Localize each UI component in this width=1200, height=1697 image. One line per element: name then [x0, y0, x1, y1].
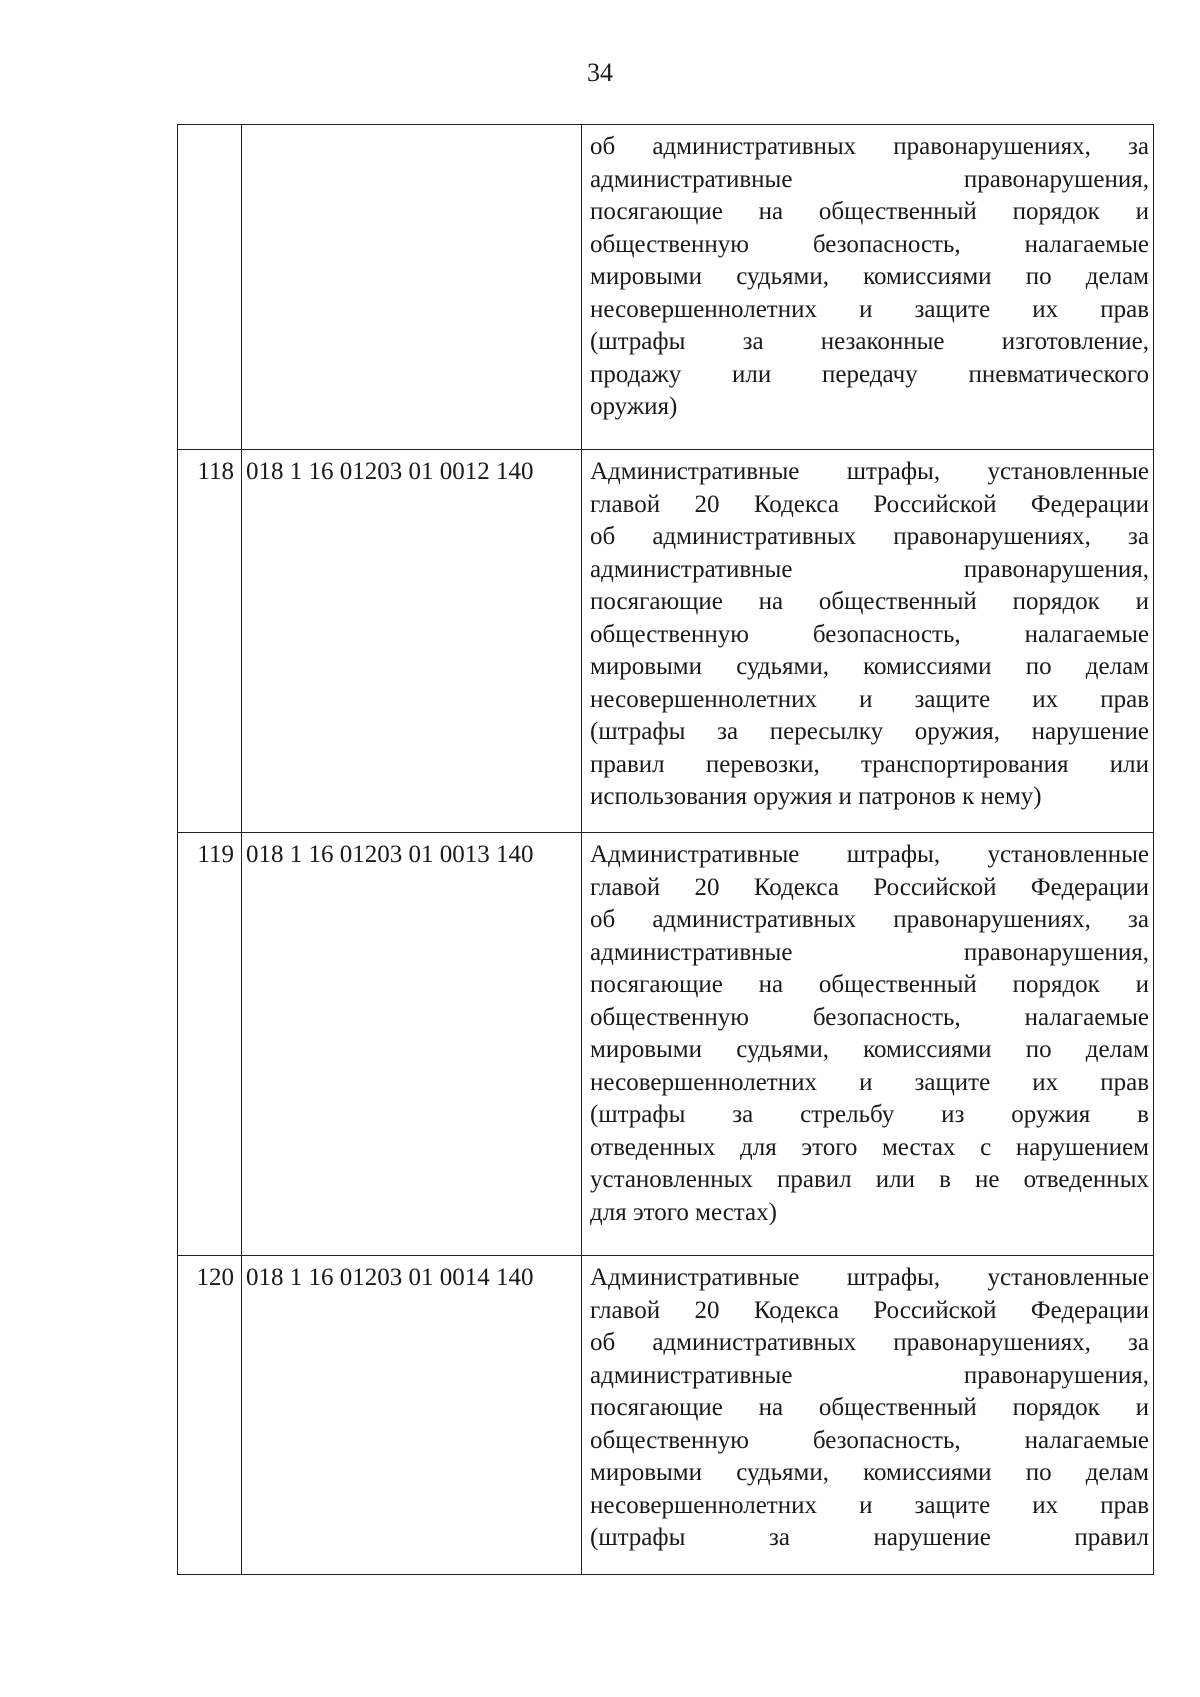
- table-row: [178, 450, 1154, 833]
- table-row: [178, 125, 1154, 450]
- description: [582, 125, 1154, 450]
- description-line: несовершеннолетних и защите их прав: [590, 1491, 1149, 1519]
- description: [582, 450, 1154, 833]
- description-line: мировыми судьями, комиссиями по делам: [590, 263, 1149, 290]
- description-line: отведенных для этого местах с нарушением: [590, 1133, 1149, 1161]
- description-line: общественную безопасность, налагаемые: [590, 1003, 1149, 1031]
- description-line: посягающие на общественный порядок и: [590, 198, 1149, 225]
- description-line: административные правонарушения,: [590, 1361, 1149, 1389]
- description-line: административные правонарушения,: [590, 555, 1149, 583]
- table-row: [178, 1256, 1154, 1575]
- description-line: об административных правонарушениях, за: [590, 523, 1149, 550]
- budget-code: 018 1 16 01203 01 0014 140: [242, 1256, 582, 1575]
- description-line: об административных правонарушениях, за: [590, 133, 1149, 160]
- description-line: административные правонарушения,: [590, 165, 1149, 193]
- description-line: общественную безопасность, налагаемые: [590, 620, 1149, 648]
- table-row: [178, 833, 1154, 1256]
- description-line: Административные штрафы, установленные: [590, 1264, 1149, 1291]
- description-line: главой 20 Кодекса Российской Федерации: [590, 873, 1149, 901]
- description-line: об административных правонарушениях, за: [590, 906, 1149, 933]
- budget-code: 018 1 16 01203 01 0012 140: [242, 450, 582, 833]
- description-line: Административные штрафы, установленные: [590, 841, 1149, 868]
- row-number: 118: [178, 450, 242, 833]
- description-line: об административных правонарушениях, за: [590, 1329, 1149, 1356]
- description-line: административные правонарушения,: [590, 938, 1149, 966]
- description-line: Административные штрафы, установленные: [590, 458, 1149, 485]
- description-line: общественную безопасность, налагаемые: [590, 230, 1149, 258]
- description: [582, 833, 1154, 1256]
- description-line: (штрафы за нарушение правил: [590, 1524, 1149, 1551]
- description-line: (штрафы за стрельбу из оружия в: [590, 1101, 1149, 1128]
- row-number: 120: [178, 1256, 242, 1575]
- description-line: посягающие на общественный порядок и: [590, 971, 1149, 998]
- description-line: посягающие на общественный порядок и: [590, 588, 1149, 615]
- description-line: (штрафы за незаконные изготовление,: [590, 328, 1149, 355]
- description-line: посягающие на общественный порядок и: [590, 1394, 1149, 1421]
- description-line: главой 20 Кодекса Российской Федерации: [590, 1296, 1149, 1324]
- row-number: 119: [178, 833, 242, 1256]
- description-line: установленных правил или в не отведенных: [590, 1166, 1149, 1193]
- description-line: правил перевозки, транспортирования или: [590, 750, 1149, 778]
- description-line: несовершеннолетних и защите их прав: [590, 685, 1149, 713]
- description-line: оружия): [590, 393, 678, 420]
- description-line: несовершеннолетних и защите их прав: [590, 295, 1149, 323]
- description: [582, 1256, 1154, 1575]
- description-line: мировыми судьями, комиссиями по делам: [590, 653, 1149, 680]
- description-line: мировыми судьями, комиссиями по делам: [590, 1459, 1149, 1486]
- budget-code: 018 1 16 01203 01 0013 140: [242, 833, 582, 1256]
- description-line: для этого местах): [590, 1198, 777, 1226]
- budget-codes-table: [177, 124, 1154, 1575]
- page-number: 34: [587, 58, 613, 87]
- budget-code: [242, 125, 582, 450]
- description-line: мировыми судьями, комиссиями по делам: [590, 1036, 1149, 1063]
- row-number: [178, 125, 242, 450]
- description-line: продажу или передачу пневматического: [590, 360, 1149, 388]
- description-line: (штрафы за пересылку оружия, нарушение: [590, 718, 1149, 745]
- description-line: общественную безопасность, налагаемые: [590, 1426, 1149, 1454]
- description-line: использования оружия и патронов к нему): [590, 783, 1042, 810]
- description-line: несовершеннолетних и защите их прав: [590, 1068, 1149, 1096]
- description-line: главой 20 Кодекса Российской Федерации: [590, 490, 1149, 518]
